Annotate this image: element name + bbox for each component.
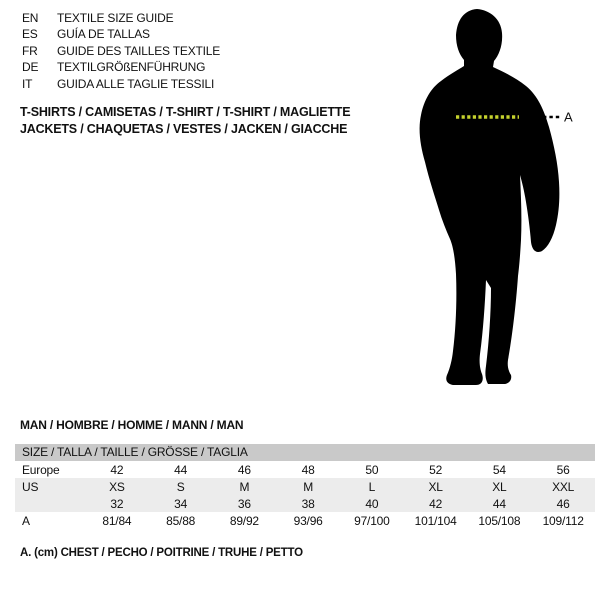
category-tshirts: T-SHIRTS / CAMISETAS / T-SHIRT / T-SHIRT / MAGLIETTE [20, 105, 351, 119]
size-value: 97/100 [354, 513, 390, 528]
size-value: L [368, 479, 376, 494]
size-value: 42 [429, 496, 443, 511]
language-row-it [22, 76, 220, 92]
size-value: 93/96 [293, 513, 323, 528]
size-value: 32 [110, 496, 124, 511]
language-code: FR [22, 43, 38, 58]
size-value: 46 [237, 462, 251, 477]
size-value: 81/84 [102, 513, 132, 528]
language-guide-list [22, 10, 220, 92]
size-value: 44 [492, 496, 506, 511]
language-row-en [22, 10, 220, 26]
size-value: 89/92 [229, 513, 259, 528]
size-value: 50 [365, 462, 379, 477]
language-row-de [22, 59, 220, 75]
size-value: M [303, 479, 314, 494]
measurement-footnote: A. (cm) CHEST / PECHO / POITRINE / TRUHE / PETTO [20, 547, 303, 559]
language-code: ES [22, 27, 38, 42]
language-label: GUIDE DES TAILLES TEXTILE [57, 43, 221, 58]
size-value: 85/88 [166, 513, 196, 528]
man-silhouette-figure [400, 0, 600, 400]
chest-measure-letter: A [564, 109, 573, 125]
size-table-header: SIZE / TALLA / TAILLE / GRÖSSE / TAGLIA [15, 444, 595, 461]
size-value: 44 [174, 462, 188, 477]
size-value: 42 [110, 462, 124, 477]
size-value: 54 [492, 462, 506, 477]
size-value: 46 [556, 496, 570, 511]
row-label: A [22, 513, 30, 528]
size-value: 105/108 [478, 513, 521, 528]
size-value: 40 [365, 496, 379, 511]
table-row-europe [15, 461, 595, 478]
size-value: 109/112 [542, 513, 584, 528]
size-value: 36 [237, 496, 251, 511]
language-code: EN [22, 11, 39, 25]
size-value: XXL [552, 479, 575, 494]
size-value: M [239, 479, 250, 494]
size-value: S [176, 479, 185, 494]
size-value: 34 [174, 496, 188, 511]
size-value: XL [428, 479, 443, 494]
language-code: DE [22, 60, 39, 75]
language-row-es [22, 26, 220, 42]
garment-categories [20, 104, 350, 138]
size-value: XS [109, 479, 125, 494]
size-value: 101/104 [414, 513, 457, 528]
table-row-chest-cm [15, 512, 595, 529]
row-label: US [22, 479, 39, 494]
size-value: 56 [556, 462, 570, 477]
size-table [15, 444, 595, 529]
language-label: TEXTILE SIZE GUIDE [57, 11, 174, 25]
size-value: 38 [301, 496, 315, 511]
man-silhouette [420, 9, 560, 385]
language-label: GUÍA DE TALLAS [57, 27, 150, 42]
size-value: 52 [429, 462, 443, 477]
section-title-man: MAN / HOMBRE / HOMME / MANN / MAN [20, 418, 244, 432]
language-row-fr [22, 43, 220, 59]
category-jackets: JACKETS / CHAQUETAS / VESTES / JACKEN / GIACCHE [20, 122, 348, 136]
row-label: Europe [22, 462, 60, 477]
language-code: IT [22, 76, 33, 91]
table-row-us-numeric [15, 495, 595, 512]
language-label: GUIDA ALLE TAGLIE TESSILI [57, 76, 215, 91]
table-row-us [15, 478, 595, 495]
size-value: XL [492, 479, 507, 494]
language-label: TEXTILGRÖßENFÜHRUNG [57, 60, 206, 75]
size-value: 48 [301, 462, 315, 477]
